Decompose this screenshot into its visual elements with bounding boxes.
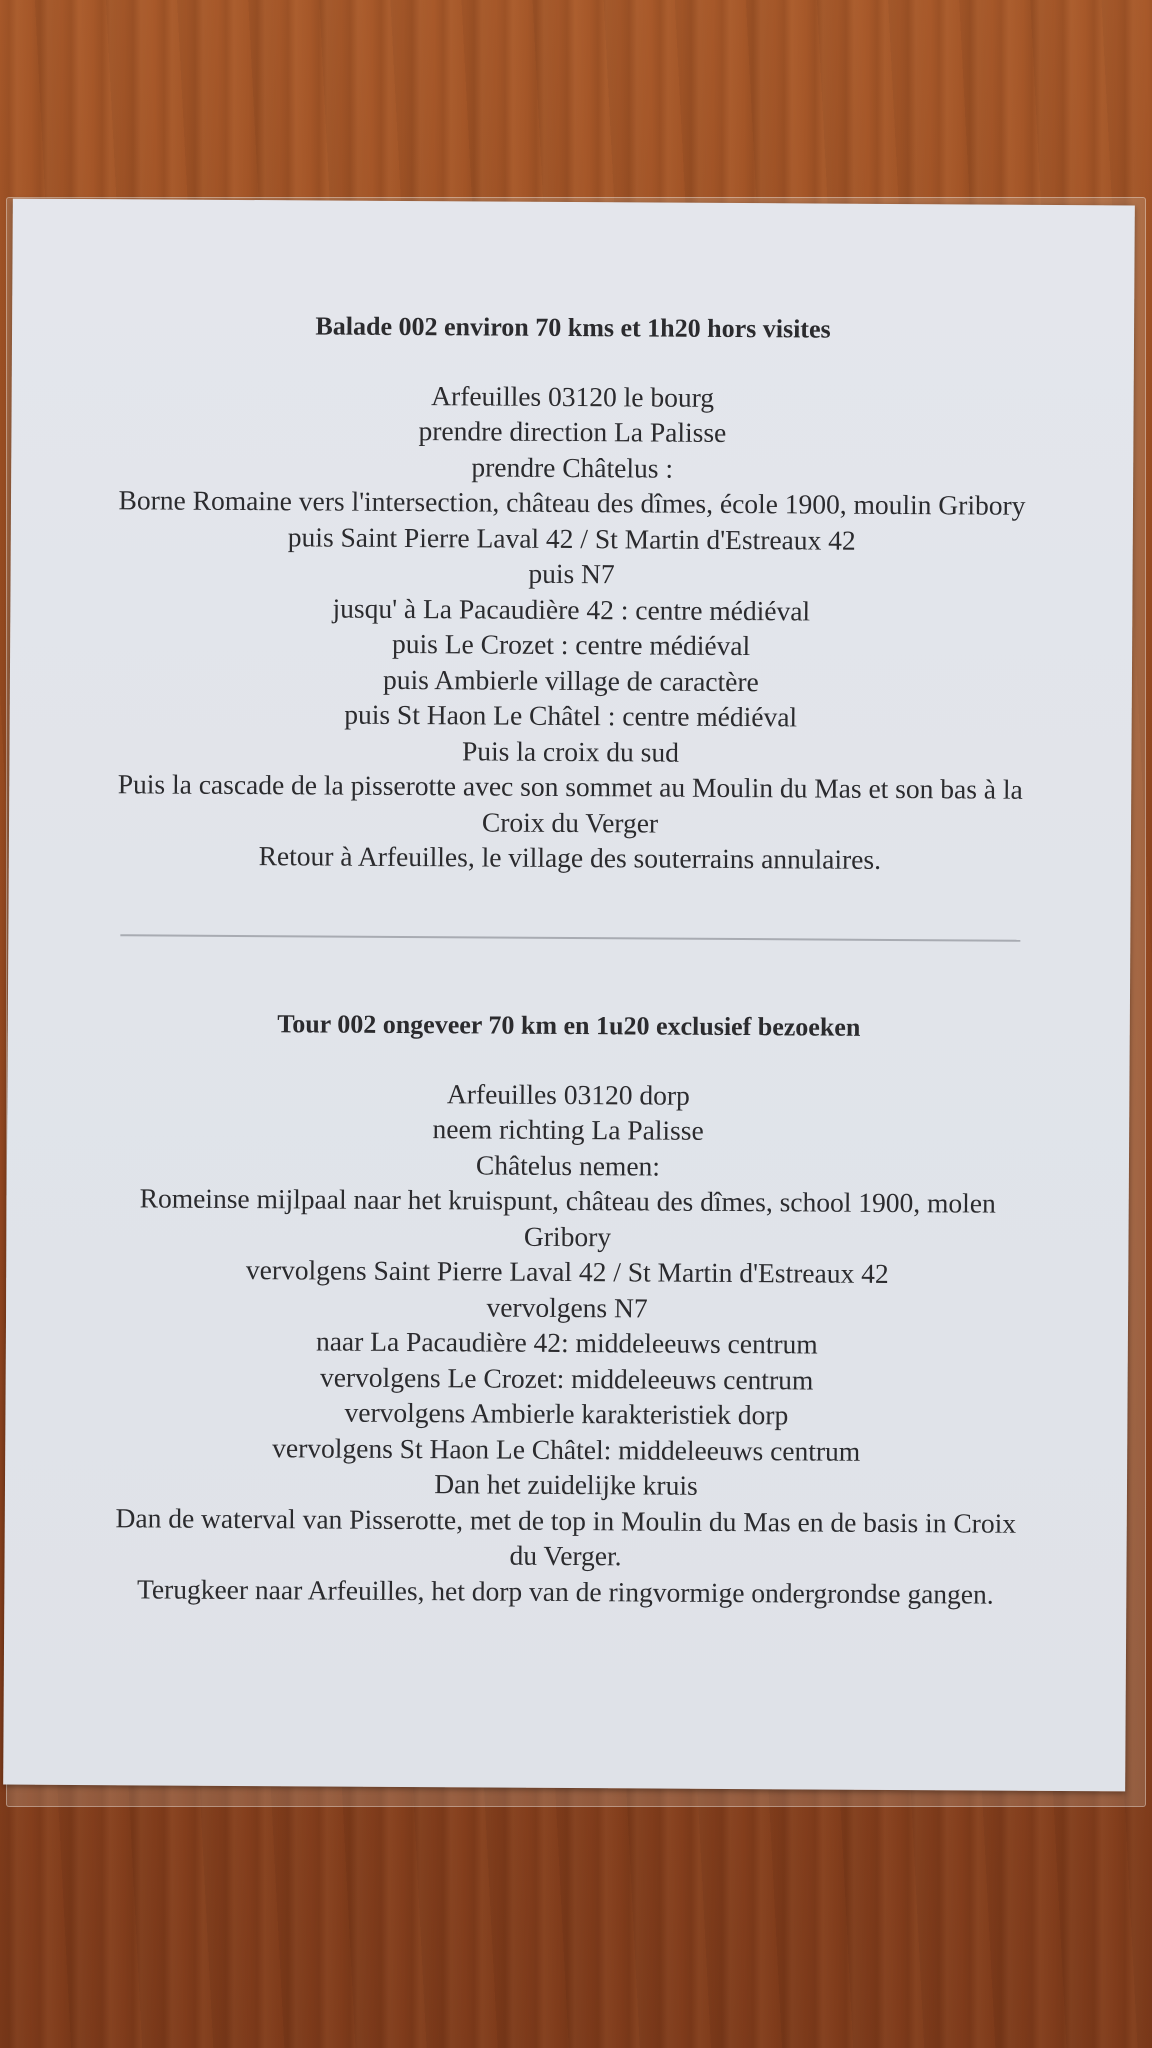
route-step: Borne Romaine vers l'intersection, château des dîmes, école 1900, moulin Gribory xyxy=(118,484,1026,521)
route-step: vervolgens Saint Pierre Laval 42 / St Martin d'Estreaux 42 xyxy=(245,1254,889,1289)
route-step: vervolgens Le Crozet: middeleeuws centrum xyxy=(319,1360,814,1395)
route-step: puis Saint Pierre Laval 42 / St Martin d'Estreaux 42 xyxy=(287,520,856,556)
route-step: vervolgens St Haon Le Châtel: middeleeuws centrum xyxy=(272,1431,861,1467)
dutch-route-title: Tour 002 ongeveer 70 km en 1u20 exclusief bezoeken xyxy=(277,1009,861,1042)
route-step: Dan de waterval van Pisserotte, met de top in Moulin du Mas en de basis in Croix du Verger. xyxy=(115,1501,1017,1572)
route-step: prendre Châtelus : xyxy=(471,450,674,484)
route-step: vervolgens N7 xyxy=(486,1291,648,1323)
french-route-title: Balade 002 environ 70 kms et 1h20 hors visites xyxy=(315,311,831,344)
dutch-route-steps xyxy=(4,1073,1129,1612)
route-step: Puis la cascade de la pisserotte avec son sommet au Moulin du Mas et son bas à la Croix du Verger xyxy=(117,768,1023,839)
route-step: puis Ambierle village de caractère xyxy=(383,663,759,697)
route-step: Terugkeer naar Arfeuilles, het dorp van de ringvormige ondergrondse gangen. xyxy=(136,1572,994,1610)
paper-sheet xyxy=(3,199,1135,1792)
route-step: Arfeuilles 03120 dorp xyxy=(446,1077,690,1111)
french-route-steps xyxy=(9,375,1134,879)
dutch-route-section xyxy=(4,1005,1130,1613)
route-step: Arfeuilles 03120 le bourg xyxy=(431,379,715,413)
route-step: jusqu' à La Pacaudière 42 : centre médiéval xyxy=(332,592,811,626)
route-step: Châtelus nemen: xyxy=(475,1148,661,1182)
route-step: puis N7 xyxy=(528,557,615,590)
route-step: Puis la croix du sud xyxy=(461,734,680,768)
route-step: puis Le Crozet : centre médiéval xyxy=(391,627,751,662)
route-step: Dan het zuidelijke kruis xyxy=(434,1468,698,1501)
french-route-section xyxy=(9,307,1134,879)
route-step: Romeinse mijlpaal naar het kruispunt, château des dîmes, school 1900, molen Gribory xyxy=(139,1182,996,1252)
route-step: vervolgens Ambierle karakteristiek dorp xyxy=(344,1396,789,1431)
route-step: prendre direction La Palisse xyxy=(418,415,727,448)
route-step: Retour à Arfeuilles, le village des souterrains annulaires. xyxy=(258,840,882,875)
route-step: puis St Haon Le Châtel : centre médiéval xyxy=(344,698,798,733)
section-divider xyxy=(120,934,1020,941)
route-step: naar La Pacaudière 42: middeleeuws centrum xyxy=(315,1325,818,1360)
route-step: neem richting La Palisse xyxy=(432,1113,704,1146)
